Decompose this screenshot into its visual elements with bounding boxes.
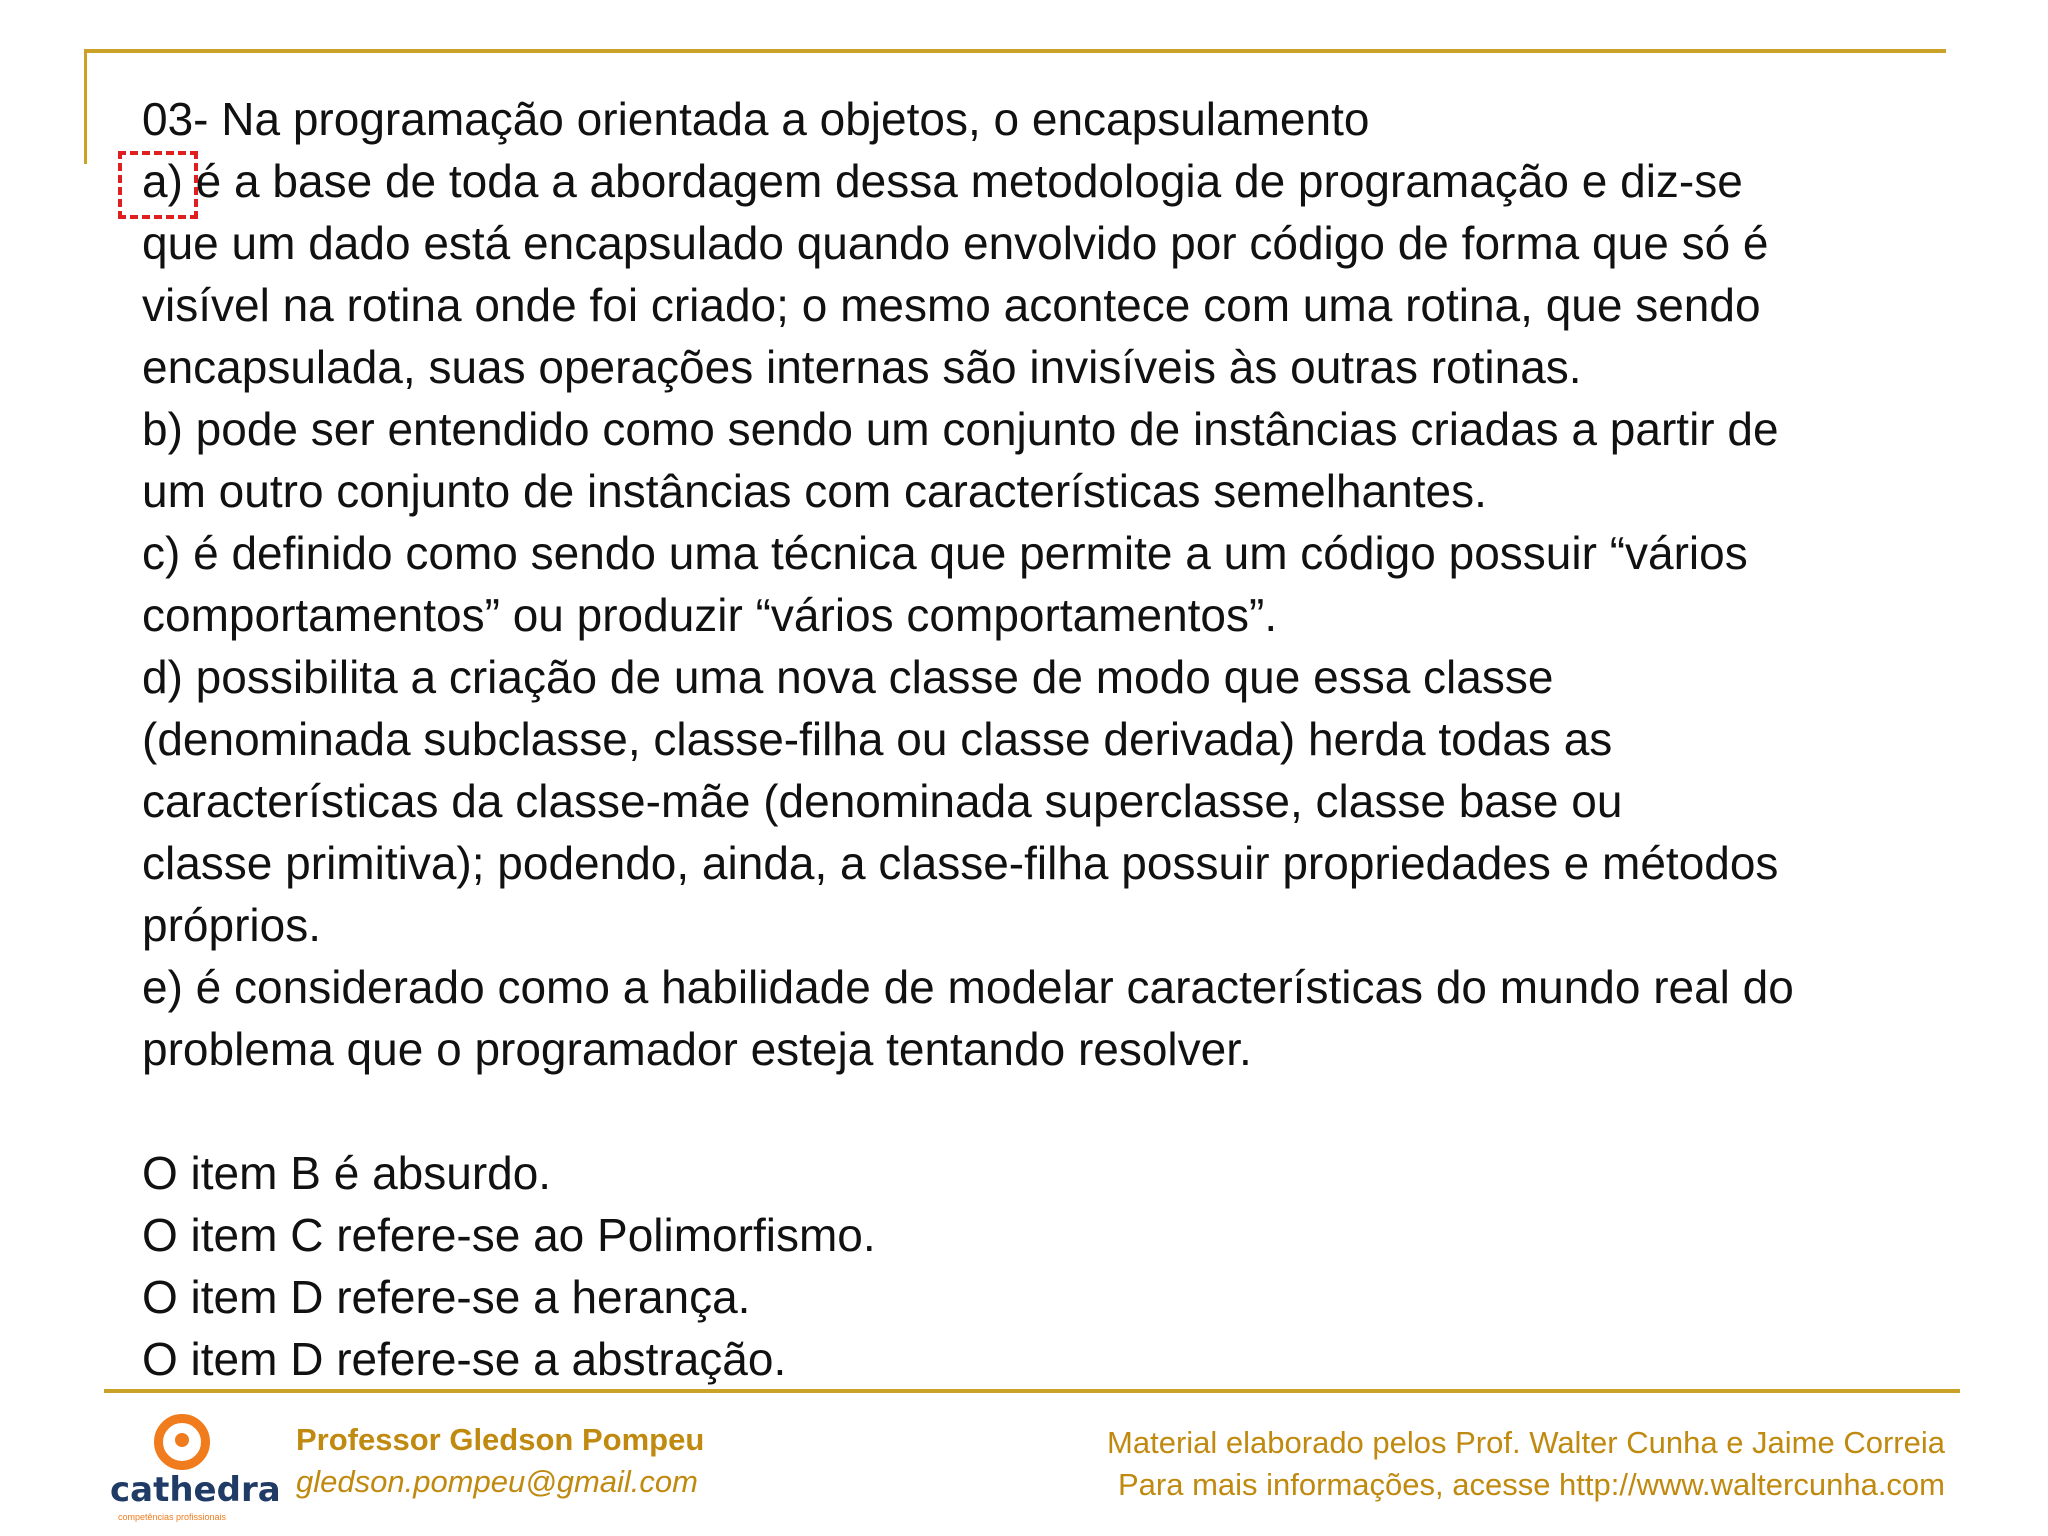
comment-line: O item B é absurdo. [142, 1147, 552, 1199]
blank-line [142, 1080, 2022, 1142]
question-line: encapsulada, suas operações internas são invisíveis às outras rotinas. [142, 341, 1582, 393]
question-line: b) pode ser entendido como sendo um conjunto de instâncias criadas a partir de [142, 403, 1779, 455]
logo-tagline: competências profissionais [118, 1512, 227, 1522]
question-title: 03- Na programação orientada a objetos, o encapsulamento [142, 93, 1370, 145]
question-line: problema que o programador esteja tentando resolver. [142, 1023, 1252, 1075]
question-line: classe primitiva); podendo, ainda, a classe-filha possuir propriedades e métodos [142, 837, 1779, 889]
left-rule [84, 49, 87, 164]
question-line: um outro conjunto de instâncias com características semelhantes. [142, 465, 1487, 517]
professor-email: gledson.pompeu@gmail.com [296, 1464, 698, 1499]
question-line: c) é definido como sendo uma técnica que permite a um código possuir “vários [142, 527, 1748, 579]
cathedra-logo [110, 1408, 281, 1526]
professor-name: Professor Gledson Pompeu [296, 1422, 705, 1457]
question-line: visível na rotina onde foi criado; o mesmo acontece com uma rotina, que sendo [142, 279, 1761, 331]
logo-wordmark: cathedra [110, 1470, 281, 1510]
question-line: d) possibilita a criação de uma nova classe de modo que essa classe [142, 651, 1554, 703]
logo-person-icon [154, 1414, 210, 1470]
question-line: a) é a base de toda a abordagem dessa metodologia de programação e diz-se [142, 155, 1743, 207]
credits [1107, 1422, 1945, 1506]
question-line: próprios. [142, 899, 321, 951]
top-rule [84, 49, 1946, 53]
slide-content [142, 88, 2022, 1390]
credits-line: Para mais informações, acesse http://www.waltercunha.com [1117, 1467, 1945, 1502]
question-line: (denominada subclasse, classe-filha ou classe derivada) herda todas as [142, 713, 1613, 765]
bottom-rule [104, 1389, 1960, 1393]
credits-line: Material elaborado pelos Prof. Walter Cunha e Jaime Correia [1107, 1425, 1945, 1460]
comment-line: O item C refere-se ao Polimorfismo. [142, 1209, 876, 1261]
comment-line: O item D refere-se a herança. [142, 1271, 751, 1323]
question-line: e) é considerado como a habilidade de modelar características do mundo real do [142, 961, 1794, 1013]
question-line: características da classe-mãe (denominada superclasse, classe base ou [142, 775, 1623, 827]
footer [0, 1400, 2048, 1536]
comment-line: O item D refere-se a abstração. [142, 1333, 787, 1385]
question-line: comportamentos” ou produzir “vários comportamentos”. [142, 589, 1278, 641]
question-line: que um dado está encapsulado quando envolvido por código de forma que só é [142, 217, 1769, 269]
